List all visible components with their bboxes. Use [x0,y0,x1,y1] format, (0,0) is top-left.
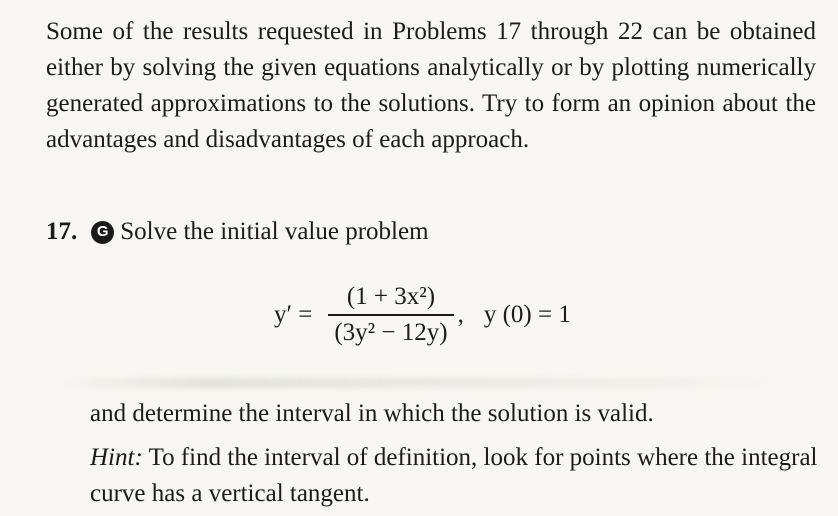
hint-paragraph [90,440,820,512]
equation-comma: , [457,301,464,328]
print-smudge [60,378,780,388]
initial-condition: y (0) = 1 [483,301,571,328]
problem-body [90,396,820,512]
fraction-numerator: (1 + 3x²) [346,283,436,310]
graphing-badge-icon: G [91,221,114,244]
problem-number: 17. [46,218,78,245]
problem-statement: Solve the initial value problem [120,218,429,245]
fraction-denominator: (3y² − 12y) [334,319,448,346]
differential-equation [274,283,571,347]
equation-fraction [328,283,453,347]
intro-paragraph: Some of the results requested in Problems 17 through 22 can be obtained either by solving the given equations analytically or by plotting numerically generated approximations to the solutions. Try to form an opinion about the advantages and disadvantages of each approach. [46,18,816,153]
equation-lhs: y′ = [274,301,313,328]
hint-label: Hint: [90,444,143,471]
problem-continuation: and determine the interval in which the solution is valid. [90,400,654,427]
hint-text: To find the interval of definition, look for points where the integral curve has a vertical tangent. [90,444,818,507]
problem-heading [46,214,429,250]
